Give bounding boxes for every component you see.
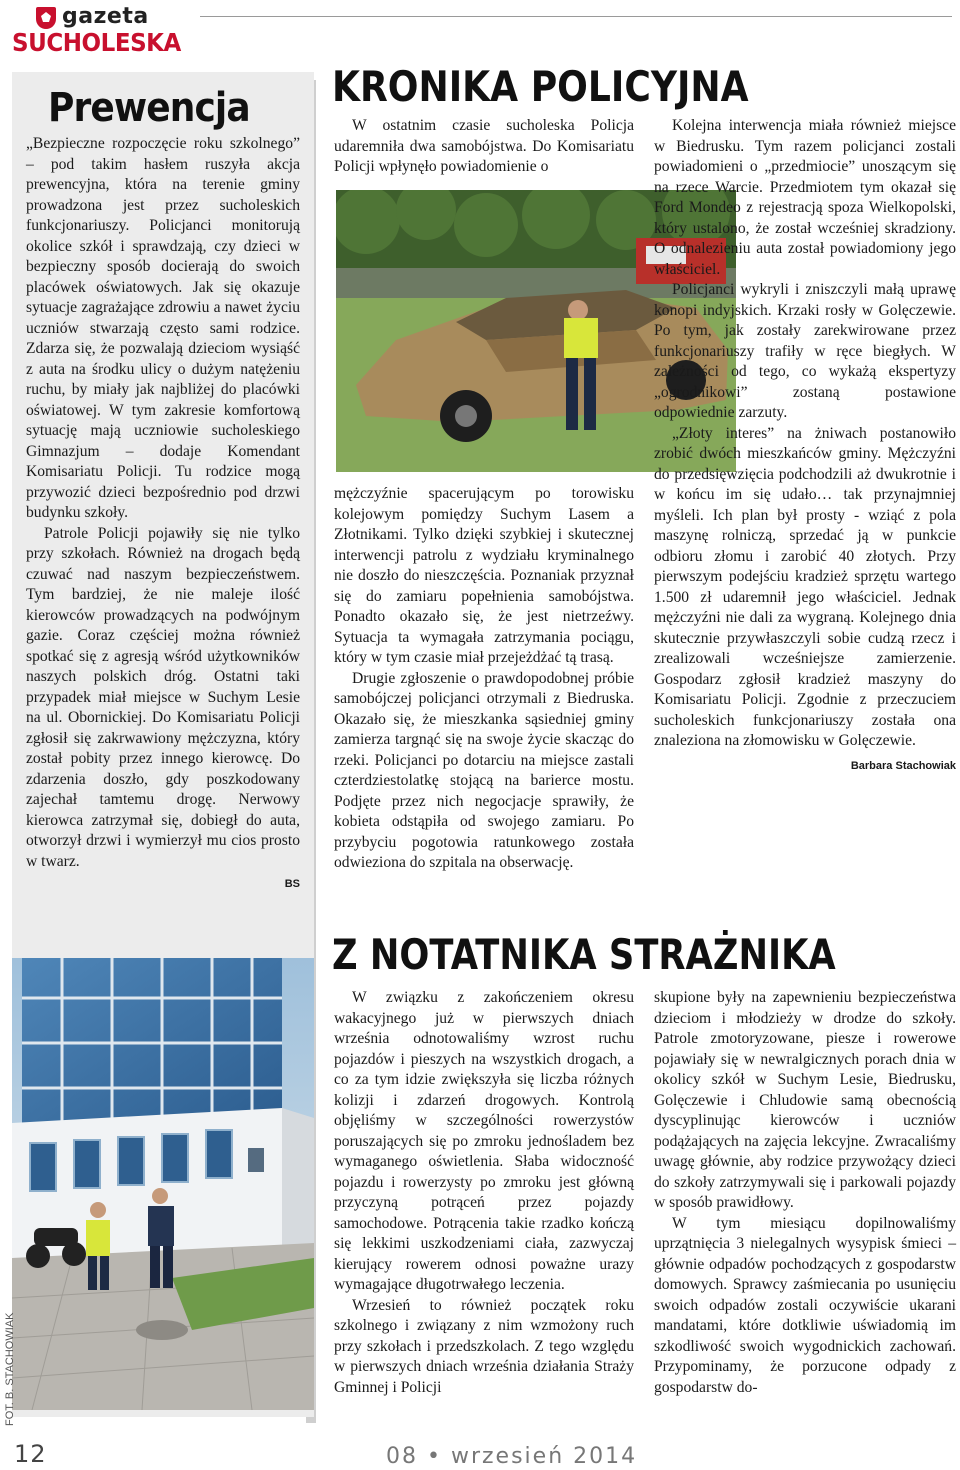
kronika-paragraph: W ostatnim czasie sucholeska Policja udaremniła dwa samobójstwa. Do Komisariatu Policji wpłynęło powiadomienie o xyxy=(334,117,634,175)
kronika-paragraph: Kolejna interwencja miała również miejsce w Biedrusku. Tym razem policjanci zostali powiadomieni o „przedmiocie” unoszącym się na rzece Warcie. Przedmiotem tym okazał się Ford Mondeo z rejestracją spoza Wielkopolski, który ustalono, że został wcześniej skradziony. O odnalezieniu auta został powiadomiony jego właściciel. xyxy=(654,117,956,278)
sidebar-article xyxy=(26,134,300,872)
sidebar-title: Prewencja xyxy=(48,85,250,131)
notatnik-paragraph: W tym miesiącu dopilnowaliśmy uprzątnięcia 3 nielegalnych wysypisk śmieci – głównie odpadów pochodzących z gospodarstw domowych. Sprawcy zaśmiecania po usunięciu swoich odpadów zostali oczywiście ukarani mandatami, które dotkliwie uświadomią im szkodliwość swoich wygodnickich zachowań. Przypominamy, że porzucone odpady z gospodarstw do- xyxy=(654,1214,956,1396)
kronika-paragraph: Policjanci wykryli i zniszczyli małą uprawę konopi indyjskich. Krzaki rosły w Golęczewie. Po tym, jak zostały zarekwirowane przez funkcjonariuszy trafiły w ręce biegłych. W zależności od tego, co wykażą ekspertyzy „ogrodnikowi” zostaną postawione odpowiednie zarzuty. xyxy=(654,281,956,421)
masthead-rule xyxy=(200,16,952,17)
sidebar-paragraph: Patrole Policji pojawiły się nie tylko przy szkołach. Również na drogach będą czuwać nad naszym bezpieczeństwem. Tym bardziej, że nie maleje ilość kierowców prowadzących na podwójnym gazie. Coraz częściej można również spotkać się z agresją wśród użytkowników naszych polskich dróg. Ostatni taki przypadek miał miejsce w Suchym Lesie na ul. Obornickiej. Do Komisariatu Policji zgłosił się zakrwawiony mężczyzna, który został pobity przez innego kierowcę. Do zdarzenia doszło, gdy poszkodowany zajechał tamtemu drogę. Nerwowy kierowca zatrzymał się, dobiegł do auta, otworzył drzwi i wymierzył mu cios prosto w twarz. xyxy=(26,524,300,870)
masthead-name: SUCHOLESKA xyxy=(12,28,181,57)
kronika-paragraph: „Złoty interes” na żniwach postanowiło zrobić dwóch mieszkańców gminy. Mężczyźni do przedsięwzięcia podchodzili aż dwukrotnie i w końcu im się udało… tak przynajmniej myśleli. Ich plan był prosty - wziąć z pola maszynę rolniczą, sprzedać ją w punkcie odbioru złomu i zarobić 40 złotych. Przy pierwszym podejściu kradzież sprzętu wartego 1.500 zł udaremnił jego właściciel. Jednak mężczyźni nie dali za wygraną. Kolejnego dnia skutecznie przywłaszczyli sobie cudzą rzecz i zrealizowali wcześniejsze zamierzenie. Gospodarz zgłosił kradzież maszyny do Komisariatu Policji. Zgodnie z przeczuciem sucholeskich funkcjonariuszy została ona znaleziona na złomowisku w Golęczewie. xyxy=(654,424,956,749)
sidebar-paragraph: „Bezpieczne rozpoczęcie roku szkolnego” – pod takim hasłem ruszyła akcja prewencyjna, która na terenie gminy prowadzona jest przez sucholeskich funkcjonariuszy. Policjanci monitorują okolice szkół i sprawdzają, czy dzieci w bezpieczny sposób docierają do swoich placówek oświatowych. Jak się okazuje sytuacje zagrażające zdrowiu a nawet życiu uczniów stwarzają często sami rodzice. Zdarza się, że pozwalają dzieciom wysiąść z auta na środku ulicy o dużym natężeniu ruchu, by miały jak najbliżej do placówki oświatowej. W tym zakresie komfortową sytuację mają uczniowie sucholeskiego Gimnazjum – dodaje Komendant Komisariatu Policji. Tu rodzice mogą przywozić dzieci bezpośrednio pod drzwi budynku szkoły. xyxy=(26,135,300,521)
sidebar-signature: BS xyxy=(284,878,300,890)
school-photo-illustration xyxy=(12,958,314,1410)
masthead-gazeta: gazeta xyxy=(62,4,149,29)
page-number: 12 xyxy=(14,1440,47,1468)
notatnik-paragraph: skupione były na zapewnieniu bezpieczeństwa dzieciom i młodzieży w drodze do szkoły. Patrole zmotoryzowane, piesze i rowerowe pojawiały się w newralgicznych porach dnia w okolicy szkół w Suchym Lesie, Biedrusku, Golęczewie i Chludowie samą obecnością dyscyplinując kierowców i uczniów podążających na zajęcia lekcyjne. Zwracaliśmy uwagę głównie, aby rodzice przywożący dzieci do szkoły zatrzymywali się i parkowali pojazdy w sposób prawidłowy. xyxy=(654,989,956,1211)
kronika-signature: Barbara Stachowiak xyxy=(850,759,956,772)
issue-date: 08 • wrzesień 2014 xyxy=(386,1444,638,1469)
kronika-col1-top xyxy=(334,116,634,178)
kronika-paragraph: mężczyźnie spacerującym po torowisku kolejowym pomiędzy Suchym Lasem a Złotnikami. Tylko dzięki szybkiej i skutecznej interwencji patrolu z wydziału kryminalnego nie doszło do nieszczęścia. Poznaniak przyznał się do zamiaru popełnienia samobójstwa. Ponadto okazało się, że jest nietrzeźwy. Sytuacja ta wymagała zatrzymania pociągu, który w tym czasie miał przejeżdżać tą trasą. xyxy=(334,485,634,666)
photo-credit: FOT. B. STACHOWIAK xyxy=(4,1312,16,1426)
notatnik-paragraph: W związku z zakończeniem okresu wakacyjnego już w pierwszych dniach września odnotowaliśmy wzrost ruchu pojazdów i pieszych na wszystkich drogach, a co za tym idzie zwiększyła się liczba różnych kolizji i zdarzeń drogowych. Kontrolą objęliśmy w szczególności rowerzystów poruszających się po zmroku jednośladem bez wymaganego oświetlenia. Słaba widoczność pojazdu i rowerzysty po zmroku jest główną przyczyną potrąceń przez pojazdy samochodowe. Potrącenia takie rzadko kończą się lekkimi uszkodzeniami ciała, zazwyczaj kierujący rowerem odnosi poważne urazy wymagające długotrwałego leczenia. xyxy=(334,989,634,1293)
masthead-logo xyxy=(8,4,181,57)
notatnik-col1 xyxy=(334,988,634,1398)
kronika-paragraph: Drugie zgłoszenie o prawdopodobnej próbie samobójczej policjanci otrzymali z Biedruska. Okazało się, że mieszkanka sąsiedniej gminy zamierza targnąć się na swoje życie skacząc do rzeki. Policjanci po dotarciu na miejsce zastali czterdziestolatkę stojącą na barierce mostu. Podjęte przez nich negocjacje sprawiły, że kobieta odstąpiła od swojego zamiaru. Po przybyciu pogotowia ratunkowego została odwieziona do szpitala na obserwację. xyxy=(334,669,634,871)
notatnik-title: Z NOTATNIKA STRAŻNIKA xyxy=(332,930,836,979)
kronika-col2 xyxy=(654,116,956,776)
kronika-title: KRONIKA POLICYJNA xyxy=(332,62,749,111)
notatnik-paragraph: Wrzesień to również początek roku szkolnego i związany z nim wzmożony ruch przy szkołach i przedszkolach. Z tego względu w pierwszych dniach września działania Straży Gminnej i Policji xyxy=(334,1296,634,1396)
notatnik-col2 xyxy=(654,988,956,1398)
kronika-col1-bottom xyxy=(334,484,634,874)
school-building-photo xyxy=(12,958,314,1410)
coat-of-arms-icon xyxy=(36,7,56,29)
